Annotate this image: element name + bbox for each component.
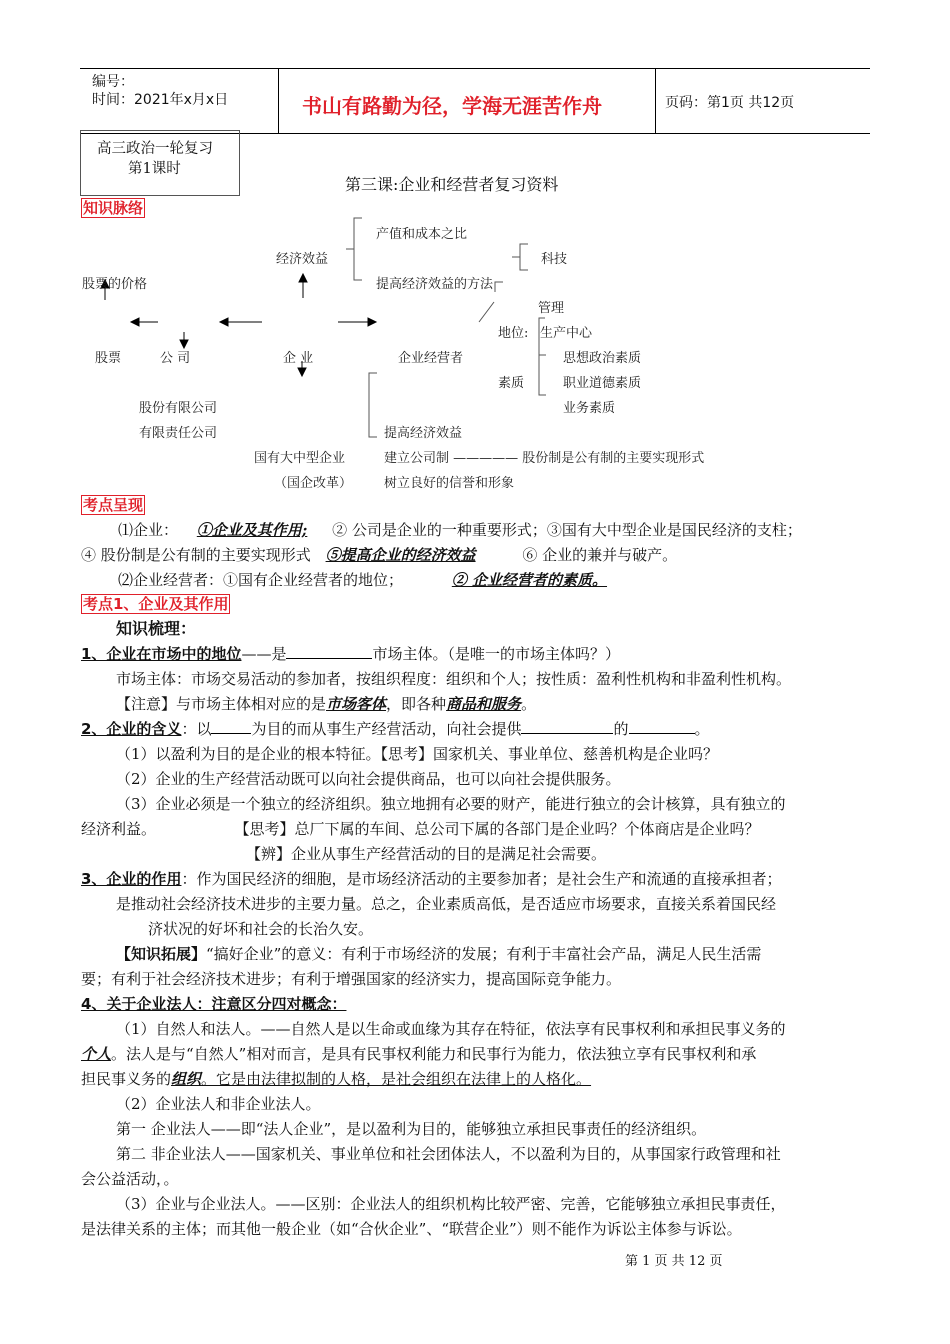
exam-text: ⑴企业： (118, 521, 179, 539)
kp1-s2-line2: （1）以盈利为目的是企业的根本特征。【思考】国家机关、事业单位、慈善机构是企业吗？ (116, 745, 719, 763)
kp1-s2-line1 (81, 718, 710, 740)
kp1-text: ：以 (181, 720, 212, 738)
kp1-emphasis: 商品和服务 (446, 695, 522, 713)
kp1-s4-line2 (81, 1043, 756, 1065)
kp1-emphasis: 市场客体 (326, 695, 387, 713)
kp1-s4-head: 4、关于企业法人：注意区分四对概念： (81, 995, 347, 1013)
kp1-text: “搞好企业”的意义：有利于市场经济的发展；有利于丰富社会产品，满足人民生活需 (206, 945, 762, 963)
doc-date-label: 时间：2021年x月x日 (92, 92, 229, 108)
kp1-emphasis: 个人 (81, 1045, 112, 1063)
kp1-s2-line4: （3）企业必须是一个独立的经济组织。独立地拥有必要的财产，能进行独立的会计核算，具有独立的 (116, 795, 786, 813)
map-stock: 股票 (95, 351, 122, 366)
kp1-s3-head: 3、企业的作用 (81, 870, 182, 888)
kp1-s3-line2: 是推动社会经济技术进步的主要力量。总之，企业素质高低，是否适应市场要求，直接关系着国民经 (116, 895, 777, 913)
kp1-text: 市场主体。（是唯一的市场主体吗？） (372, 645, 620, 663)
kp1-s4-line9: 是法律关系的主体；而其他一般企业（如“合伙企业”、“联营企业”）则不能作为诉讼主体参与诉讼。 (81, 1220, 742, 1238)
map-limited-liability: 有限责任公司 (139, 426, 218, 441)
kp1-s3-line4 (116, 943, 761, 965)
course-line1: 高三政治一轮复习 (97, 141, 213, 157)
kp1-text: 。法人是与“自然人”相对而言，是具有民事权利能力和民事行为能力，依法独立享有民事权利和承 (111, 1045, 757, 1063)
kp1-heading: 知识梳理： (116, 619, 197, 638)
map-improve-benefit: 提高经济效益 (384, 426, 463, 441)
map-economic-benefit: 经济效益 (276, 252, 329, 267)
exam-point-2 (81, 544, 677, 566)
kp1-s1-line3 (116, 693, 536, 715)
exam-text: ⑵企业经营者：①国有企业经营者的地位； (118, 571, 404, 589)
doc-title: 第三课:企业和经营者复习资料 (345, 175, 559, 194)
kp1-text: 担民事义务的 (81, 1070, 172, 1088)
map-company: 公 司 (160, 351, 191, 366)
exam-point-1 (118, 519, 802, 541)
exam-text: ④ 股份制是公有制的主要实现形式 (81, 546, 311, 564)
kp1-text: 。它是由法律拟制的人格，是社会组织在法律上的人格化。 (201, 1070, 592, 1088)
exam-text: ② 公司是企业的一种重要形式；③国有大中型企业是国民经济的支柱； (332, 521, 802, 539)
map-enterprise: 企 业 (283, 351, 314, 366)
kp1-s4-line7: 会公益活动，。 (81, 1170, 179, 1188)
map-status: 地位: (498, 326, 529, 341)
map-ethics-quality: 职业道德素质 (563, 376, 642, 391)
kp1-s2-line3: （2）企业的生产经营活动既可以向社会提供商品，也可以向社会提供服务。 (116, 770, 621, 788)
kp1-s4-line8: （3）企业与企业法人。——区别：企业法人的组织机构比较严密、完善，它能够独立承担民事责任， (116, 1195, 786, 1213)
fill-blank (211, 718, 251, 734)
kp1-s3-line5: 要；有利于社会经济技术进步；有利于增强国家的经济实力，提高国际竞争能力。 (81, 970, 622, 988)
map-ideo-quality: 思想政治素质 (563, 351, 642, 366)
map-joint-stock: 股份有限公司 (139, 401, 218, 416)
doc-number-label: 编号： (92, 74, 134, 90)
exam-emphasis: ①企业及其作用; (196, 521, 308, 539)
kp1-s4-line1: （1）自然人和法人。——自然人是以生命或血缘为其存在特征，依法享有民事权利和承担民事义务的 (116, 1020, 786, 1038)
fill-blank (629, 718, 695, 734)
kp1-text: 的 (613, 720, 629, 738)
kp1-s2-head: 2、企业的含义 (81, 720, 182, 738)
kp1-s4-line3 (81, 1068, 591, 1090)
kp1-emphasis: 组织 (171, 1070, 202, 1088)
exam-emphasis: ⑤提高企业的经济效益 (325, 546, 476, 564)
map-output-cost-ratio: 产值和成本之比 (376, 227, 468, 242)
kp1-s1-line1 (81, 643, 620, 665)
kp1-text: ，即各种 (386, 695, 447, 713)
kp1-text: 。 (521, 695, 537, 713)
exam-text: ⑥ 企业的兼并与破产。 (522, 546, 678, 564)
map-stock-price: 股票的价格 (82, 277, 148, 292)
kp1-s4-line4: （2）企业法人和非企业法人。 (116, 1095, 321, 1113)
kp1-text: 为目的而从事生产经营活动，向社会提供 (251, 720, 522, 738)
section-tag-kp1: 考点1、企业及其作用 (83, 595, 229, 613)
map-management: 管理 (538, 301, 565, 316)
map-build-company: 建立公司制 ————— 股份制是公有制的主要实现形式 (384, 451, 705, 466)
kp1-s1-line2: 市场主体：市场交易活动的参加者，按组织程度：组织和个人；按性质：盈利性机构和非盈利性机构。 (116, 670, 792, 688)
map-improve-method: 提高经济效益的方法 (376, 277, 494, 292)
exam-emphasis: ② 企业经营者的素质。 (451, 571, 608, 589)
section-tag-knowledge-map: 知识脉络 (83, 199, 144, 217)
map-technology: 科技 (541, 252, 568, 267)
map-soe: 国有大中型企业 (254, 451, 346, 466)
map-business-quality: 业务素质 (563, 401, 616, 416)
header-motto: 书山有路勤为径，学海无涯苦作舟 (302, 94, 602, 118)
page-footer: 第 1 页 共 12 页 (625, 1254, 723, 1269)
map-quality: 素质 (498, 376, 525, 391)
kp1-text: ：作为国民经济的细胞，是市场经济活动的主要参加者；是社会生产和流通的直接承担者； (181, 870, 782, 888)
kp1-text: 【思考】总厂下属的车间、总公司下属的各部门是企业吗？个体商店是企业吗？ (242, 820, 760, 838)
kp1-text: 【注意】与市场主体相对应的是 (116, 695, 327, 713)
section-tag-exam-points: 考点呈现 (83, 496, 144, 514)
exam-point-3 (118, 569, 607, 591)
kp1-s3-line1 (81, 868, 781, 890)
map-operator: 企业经营者 (398, 351, 464, 366)
map-soe-reform: （国企改革） (274, 476, 353, 491)
kp1-s3-line3: 济状况的好坏和社会的长治久安。 (148, 920, 374, 938)
kp1-text: 。 (694, 720, 710, 738)
map-production-center: 生产中心 (540, 326, 593, 341)
kp1-s2-line5 (81, 818, 760, 840)
kp1-s1-head: 1、企业在市场中的地位 (81, 645, 242, 663)
kp1-text: ——是 (241, 645, 287, 663)
kp1-text: 经济利益。 (81, 820, 157, 838)
fill-blank (521, 718, 613, 734)
kp1-s2-line6: 【辨】企业从事生产经营活动的目的是满足社会需要。 (246, 845, 607, 863)
fill-blank (286, 643, 372, 659)
course-line2: 第1课时 (128, 161, 181, 177)
kp1-s4-line5: 第一 企业法人——即“法人企业”，是以盈利为目的，能够独立承担民事责任的经济组织。 (116, 1120, 707, 1138)
page-number-label: 页码：第1页 共12页 (665, 95, 795, 111)
kp1-s4-line6: 第二 非企业法人——国家机关、事业单位和社会团体法人，不以盈利为目的，从事国家行政管理和社 (116, 1145, 781, 1163)
kp1-extension-tag: 【知识拓展】 (116, 945, 207, 963)
map-credibility: 树立良好的信誉和形象 (384, 476, 515, 491)
